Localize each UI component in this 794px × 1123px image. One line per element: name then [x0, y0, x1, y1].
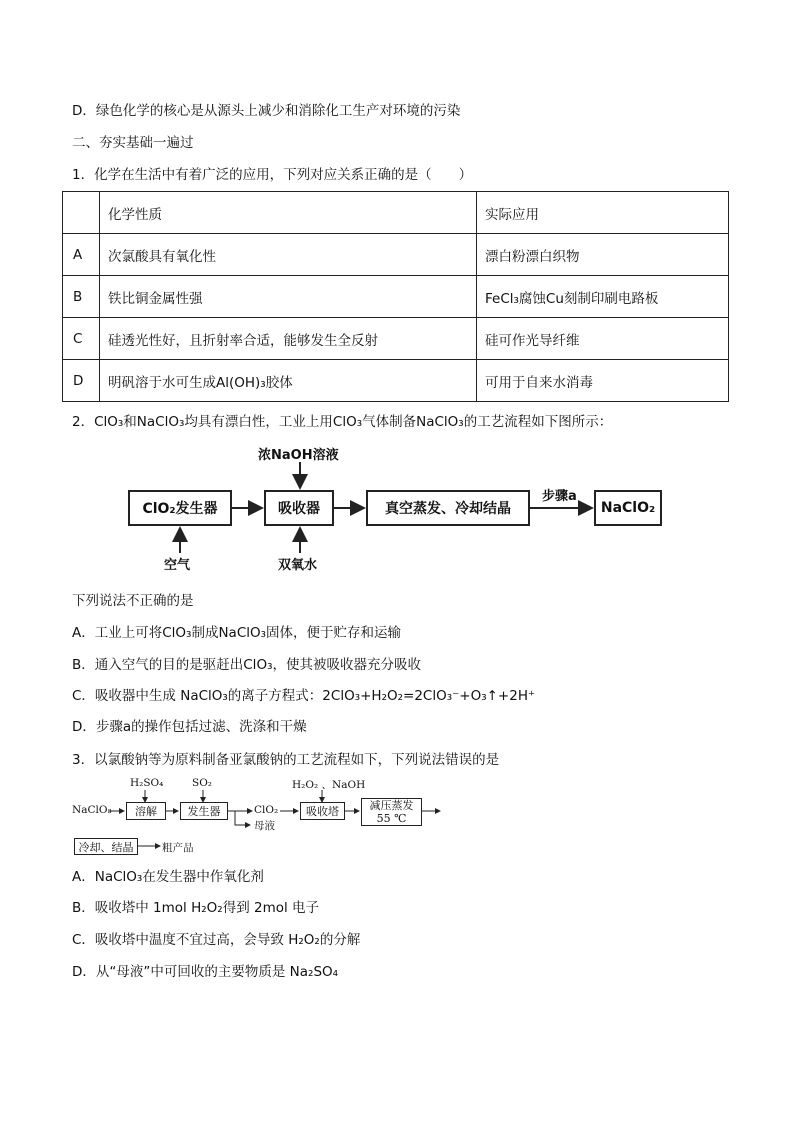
table-header-property: 化学性质: [100, 192, 477, 234]
question-2-option-d: D．步骤a的操作包括过滤、洗涤和干燥: [72, 719, 307, 735]
row-application: 可用于自来水消毒: [477, 360, 729, 402]
vacuum-evaporation-box: [361, 798, 422, 826]
question-2-prompt: 下列说法不正确的是: [72, 593, 194, 609]
question-2-option-c: C．吸收器中生成 NaClO₃的离子方程式：2ClO₃+H₂O₂=2ClO₃⁻+O₃↑+2H⁺: [72, 688, 536, 704]
question-3-option-d: D．从“母液”中可回收的主要物质是 Na₂SO₄: [72, 964, 339, 980]
step-a-label: 步骤a: [542, 489, 577, 504]
row-property: 明矾溶于水可生成Al(OH)₃胶体: [100, 360, 477, 402]
question-3-option-c: C．吸收塔中温度不宜过高，会导致 H₂O₂的分解: [72, 932, 361, 948]
absorber-box: 吸收器: [264, 490, 334, 526]
question-3-option-a: A．NaClO₃在发生器中作氧化剂: [72, 869, 264, 885]
dissolve-box: 溶解: [126, 802, 166, 820]
row-property: 铁比铜金属性强: [100, 276, 477, 318]
section-title: 二、夯实基础一遍过: [72, 135, 194, 151]
h2o2-naoh-label: H₂O₂ 、NaOH: [292, 779, 366, 791]
option-d-green-chemistry: D．绿色化学的核心是从源头上减少和消除化工生产对环境的污染: [72, 103, 461, 119]
row-application: FeCl₃腐蚀Cu刻制印刷电路板: [477, 276, 729, 318]
question-2-option-a: A．工业上可将ClO₃制成NaClO₃固体，便于贮存和运输: [72, 625, 402, 641]
row-letter: B: [63, 276, 100, 318]
absorption-tower-box: 吸收塔: [300, 802, 345, 820]
crude-product-label: 粗产品: [162, 842, 194, 854]
row-letter: D: [63, 360, 100, 402]
generator-box: 发生器: [180, 802, 228, 820]
naoh-solution-label: 浓NaOH溶液: [258, 448, 339, 463]
h2so4-label: H₂SO₄: [130, 777, 164, 789]
cooling-crystallization-box: 冷却、结晶: [74, 838, 138, 855]
question-1-stem: 1．化学在生活中有着广泛的应用，下列对应关系正确的是（ ）: [72, 167, 473, 183]
row-letter: A: [63, 234, 100, 276]
so2-label: SO₂: [192, 777, 213, 789]
hydrogen-peroxide-label: 双氧水: [278, 558, 318, 573]
table-header-application: 实际应用: [477, 192, 729, 234]
vacuum-evaporation-temp: 55 ℃: [376, 812, 407, 825]
question-3-stem: 3．以氯酸钠等为原料制备亚氯酸钠的工艺流程如下，下列说法错误的是: [72, 752, 500, 768]
question-2-option-b: B．通入空气的目的是驱赶出ClO₃，使其被吸收器充分吸收: [72, 657, 421, 673]
clo2-label: ClO₂: [254, 804, 279, 816]
naclo3-input-label: NaClO₃: [72, 804, 112, 816]
row-property: 硅透光性好，且折射率合适，能够发生全反射: [100, 318, 477, 360]
row-property: 次氯酸具有氧化性: [100, 234, 477, 276]
question-2-stem: 2．ClO₃和NaClO₃均具有漂白性，工业上用ClO₃气体制备NaClO₃的工艺流程如下图所示：: [72, 414, 613, 430]
row-application: 硅可作光导纤维: [477, 318, 729, 360]
arrow-generator-to-mother-liquor: [235, 811, 250, 825]
air-label: 空气: [164, 558, 191, 573]
vacuum-evaporation-label: 减压蒸发: [369, 799, 414, 812]
question-3-option-b: B．吸收塔中 1mol H₂O₂得到 2mol 电子: [72, 900, 320, 916]
row-application: 漂白粉漂白织物: [477, 234, 729, 276]
row-letter: C: [63, 318, 100, 360]
naclo2-product-box: NaClO₂: [594, 490, 662, 526]
mother-liquor-label: 母液: [254, 820, 275, 832]
evaporation-crystallization-box: 真空蒸发、冷却结晶: [366, 490, 530, 526]
clo2-generator-box: ClO₂发生器: [128, 490, 232, 526]
